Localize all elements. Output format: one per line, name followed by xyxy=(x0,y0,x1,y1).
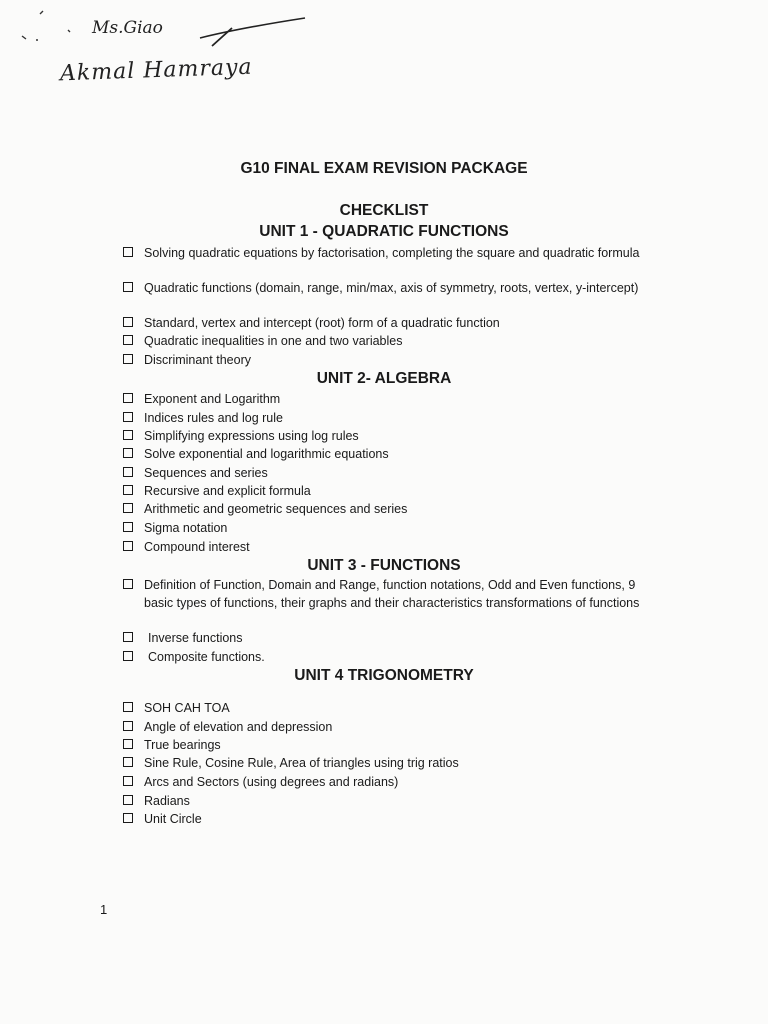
checkbox[interactable] xyxy=(123,579,133,589)
checkbox[interactable] xyxy=(123,651,133,661)
checkbox[interactable] xyxy=(123,632,133,642)
checklist-title: CHECKLIST xyxy=(339,202,429,219)
checklist-item: Standard, vertex and intercept (root) form of a quadratic function xyxy=(123,315,663,333)
checklist-item: Discriminant theory xyxy=(123,352,663,370)
checklist-item: Solving quadratic equations by factorisation, completing the square and quadratic formula xyxy=(123,245,663,263)
checkbox[interactable] xyxy=(123,795,133,805)
checkbox[interactable] xyxy=(123,282,133,292)
checkbox[interactable] xyxy=(123,522,133,532)
checklist-item: Definition of Function, Domain and Range, function notations, Odd and Even functions, 9 basic types of functions, their graphs and their characteristics transformations of functions xyxy=(123,577,663,612)
checkbox[interactable] xyxy=(123,448,133,458)
checkbox[interactable] xyxy=(123,412,133,422)
checkbox[interactable] xyxy=(123,485,133,495)
checklist-item: Exponent and Logarithm xyxy=(123,391,663,409)
checklist-item: Sequences and series xyxy=(123,465,663,483)
unit-2-heading: UNIT 2- ALGEBRA xyxy=(316,370,452,387)
teacher-handwriting: Ms.Giao xyxy=(92,18,163,38)
checklist-item: Radians xyxy=(123,793,663,811)
checklist-item: Arithmetic and geometric sequences and series xyxy=(123,501,663,519)
checkbox[interactable] xyxy=(123,335,133,345)
unit-1-heading: UNIT 1 - QUADRATIC FUNCTIONS xyxy=(259,223,509,240)
checkbox[interactable] xyxy=(123,776,133,786)
checkbox[interactable] xyxy=(123,721,133,731)
checkbox[interactable] xyxy=(123,757,133,767)
checklist-item: Sine Rule, Cosine Rule, Area of triangles using trig ratios xyxy=(123,755,663,773)
checklist-item: Arcs and Sectors (using degrees and radians) xyxy=(123,774,663,792)
checklist-item: Unit Circle xyxy=(123,811,663,829)
checklist-item: Composite functions. xyxy=(123,649,663,667)
checkbox[interactable] xyxy=(123,247,133,257)
checklist-item: Simplifying expressions using log rules xyxy=(123,428,663,446)
checkbox[interactable] xyxy=(123,430,133,440)
checkbox[interactable] xyxy=(123,541,133,551)
checklist-item: Compound interest xyxy=(123,539,663,557)
checkbox[interactable] xyxy=(123,503,133,513)
checkbox[interactable] xyxy=(123,467,133,477)
checklist-item: Quadratic inequalities in one and two variables xyxy=(123,333,663,351)
checklist-item: Indices rules and log rule xyxy=(123,410,663,428)
document-title: G10 FINAL EXAM REVISION PACKAGE xyxy=(240,160,528,177)
checkbox[interactable] xyxy=(123,739,133,749)
checklist-item: Solve exponential and logarithmic equations xyxy=(123,446,663,464)
checkbox[interactable] xyxy=(123,702,133,712)
checkbox[interactable] xyxy=(123,813,133,823)
unit-4-heading: UNIT 4 TRIGONOMETRY xyxy=(294,667,474,684)
checklist-item: True bearings xyxy=(123,737,663,755)
checklist-item: SOH CAH TOA xyxy=(123,700,663,718)
checklist-item: Recursive and explicit formula xyxy=(123,483,663,501)
checklist-item: Inverse functions xyxy=(123,630,663,648)
page-number: 1 xyxy=(100,902,108,917)
checklist-item: Quadratic functions (domain, range, min/max, axis of symmetry, roots, vertex, y-intercept) xyxy=(123,280,663,298)
student-name-handwriting: Akmal Hamraya xyxy=(59,54,253,87)
checkbox[interactable] xyxy=(123,393,133,403)
checklist-item: Sigma notation xyxy=(123,520,663,538)
unit-3-heading: UNIT 3 - FUNCTIONS xyxy=(307,557,461,574)
checkbox[interactable] xyxy=(123,354,133,364)
checkbox[interactable] xyxy=(123,317,133,327)
checklist-item: Angle of elevation and depression xyxy=(123,719,663,737)
